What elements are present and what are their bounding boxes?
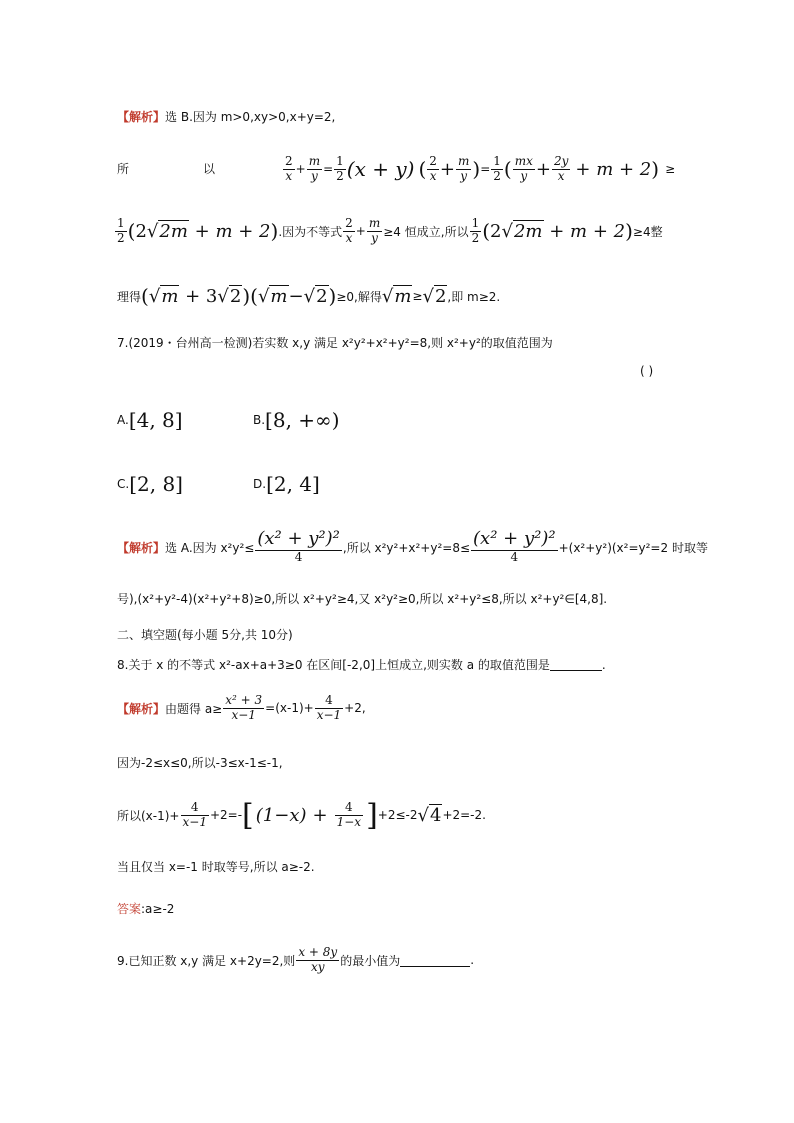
fraction: $\frac{2}{x}$: [285, 153, 293, 183]
q7-solution-line1: 【解析】 选 A.因为 x²y²≤ $\frac{\text{(x² + y²)²}}{4}$ ,所以 x²y²+x²+y²=8≤ $\frac{\text{(x² + y²)²}}{4}$ +(x²+y²)(x²=y²=2 时取等: [117, 528, 708, 564]
solution-tag: 【解析】: [117, 540, 166, 555]
q8-solution-line4: 当且仅当 x=-1 时取等号,所以 a≥-2.: [117, 860, 315, 874]
q8-solution-line3: 所以(x-1)+ $\frac{4}{x-1}$ +2=- [ (1−x) + $\frac{4}{1-x}$ ] +2≤-2 √4 +2=-2.: [117, 797, 486, 833]
fraction: $\frac{m}{y}$: [308, 153, 321, 183]
fraction: $\frac{\text{(x² + y²)²}}{4}$: [257, 528, 340, 564]
fraction: $\frac{2y}{x}$: [553, 153, 569, 183]
fraction: $\frac{1}{2}$: [117, 215, 125, 245]
fraction: $\frac{4}{1-x}$: [336, 799, 362, 829]
option-d[interactable]: D. [2, 4]: [253, 472, 320, 496]
q8-stem: 8.关于 x 的不等式 x²-ax+a+3≥0 在区间[-2,0]上恒成立,则实数 a 的取值范围是 .: [117, 657, 606, 672]
answer-bracket: ( ): [640, 364, 654, 378]
fraction: $\frac{2}{x}$: [345, 215, 353, 245]
fraction: $\frac{1}{2}$: [493, 153, 501, 183]
answer-blank[interactable]: [400, 954, 470, 967]
answer-blank[interactable]: [550, 658, 602, 671]
section-title: 二、填空题(每小题 5分,共 10分): [117, 628, 293, 642]
q6-formula-line2: $\frac{2}{x}$ + $\frac{m}{y}$ = $\frac{1}{2}$ (x + y) ( $\frac{2}{x}$ + $\frac{m}{y}$ ) = $\frac{1}{2}$ ( $\frac{mx}{y}$ + $\frac{2y}{x}$ + m + 2 ) ≥: [285, 153, 676, 183]
fraction: $\frac{4}{x-1}$: [316, 692, 342, 722]
option-a[interactable]: A. [4, 8]: [117, 408, 183, 432]
solution-tag: 【解析】: [117, 110, 166, 124]
q6-formula-line3: $\frac{1}{2}$ ( 2√2m + m + 2 ) .因为不等式 $\frac{2}{x}$ + $\frac{m}{y}$ ≥4 恒成立,所以 $\frac{1}{2}$ ( 2√2m + m + 2 ) ≥4整: [117, 215, 663, 245]
q6-suo: 所: [117, 162, 130, 176]
q8-solution-line2: 因为-2≤x≤0,所以-3≤x-1≤-1,: [117, 756, 283, 770]
solution-text: 选 B.因为 m>0,xy>0,x+y=2,: [165, 110, 336, 124]
q7-stem: 7.(2019・台州高一检测)若实数 x,y 满足 x²y²+x²+y²=8,则 x²+y²的取值范围为: [117, 336, 553, 350]
q6-yi: 以: [203, 162, 216, 176]
q8-answer: 答案:a≥-2: [117, 902, 175, 916]
fraction: $\frac{m}{y}$: [368, 215, 381, 245]
fraction: $\frac{\text{(x² + y²)²}}{4}$: [473, 528, 556, 564]
q8-solution-line1: 【解析】 由题得 a≥ $\frac{\text{x² + 3}}{x-1}$ =(x-1)+ $\frac{4}{x-1}$ +2,: [117, 692, 366, 722]
fraction: $\frac{\text{x² + 3}}{x-1}$: [225, 692, 263, 722]
fraction: $\frac{x + 8y}{xy}$: [298, 944, 338, 974]
answer-tag: 答案: [117, 902, 142, 916]
solution-tag: 【解析】: [117, 701, 166, 716]
q7-solution-line2: 号),(x²+y²-4)(x²+y²+8)≥0,所以 x²+y²≥4,又 x²y²≥0,所以 x²+y²≤8,所以 x²+y²∈[4,8].: [117, 592, 608, 606]
option-c[interactable]: C. [2, 8]: [117, 472, 183, 496]
fraction: $\frac{4}{x-1}$: [182, 799, 207, 829]
fraction: $\frac{1}{2}$: [471, 215, 480, 245]
fraction: $\frac{2}{x}$: [429, 153, 437, 183]
q6-formula-line4: 理得 ( √m + 3√2 )( √m−√2 ) ≥0,解得 √m ≥ √2 ,即 m≥2.: [117, 284, 501, 308]
q9-stem: 9.已知正数 x,y 满足 x+2y=2,则 $\frac{x + 8y}{xy}$ 的最小值为 .: [117, 944, 475, 974]
fraction: $\frac{mx}{y}$: [514, 153, 533, 183]
fraction: $\frac{m}{y}$: [458, 153, 470, 183]
option-b[interactable]: B. [8, +∞): [253, 408, 340, 432]
q6-solution-line1: [117, 108, 335, 125]
fraction: $\frac{1}{2}$: [336, 153, 344, 183]
